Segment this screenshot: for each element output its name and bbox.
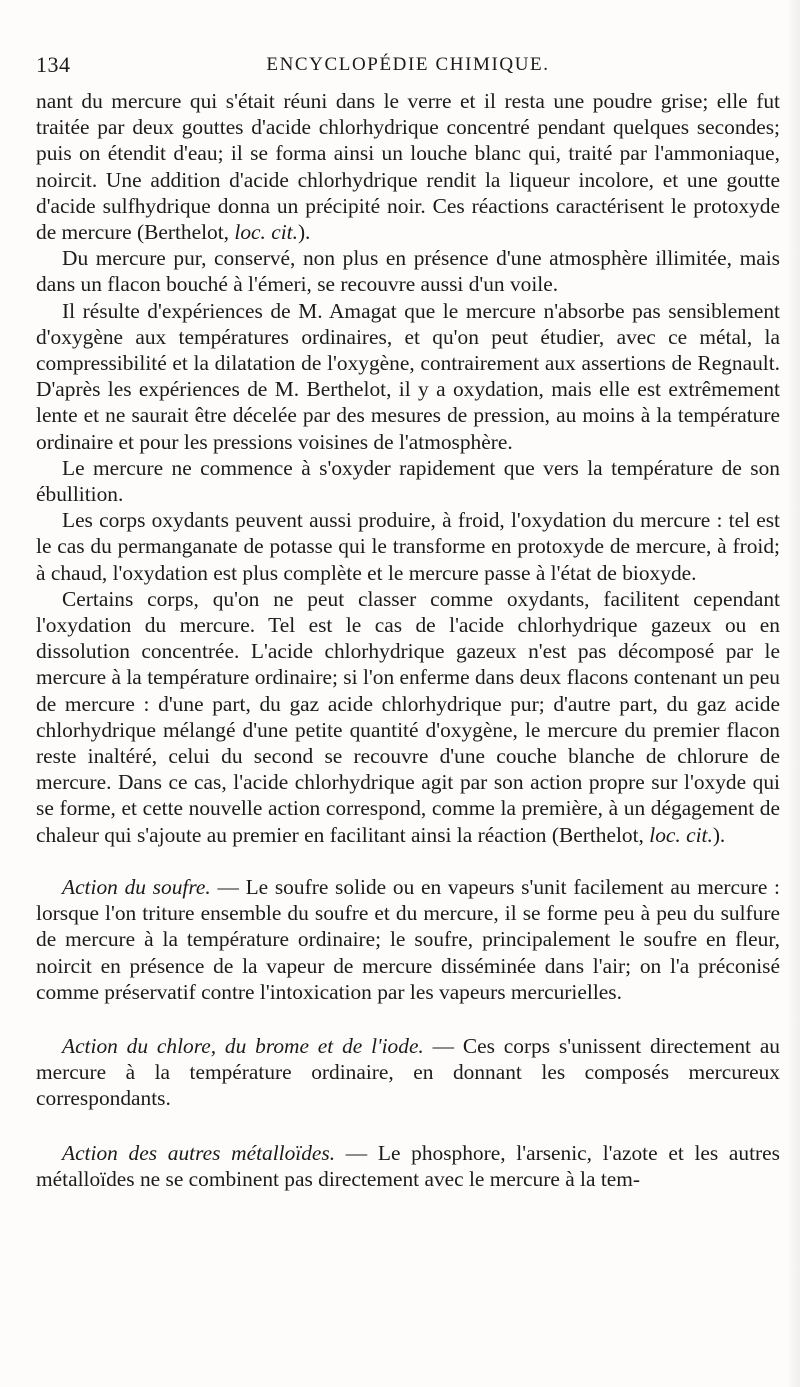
paragraph-text: — Ces corps s'unissent directement au mercure à la température ordinaire, en donnant les composés mercureux correspondants. (36, 1033, 781, 1111)
running-head: ENCYCLOPÉDIE CHIMIQUE. (266, 54, 550, 75)
citation-ref: loc. cit. (649, 822, 713, 847)
section-paragraph (36, 1140, 780, 1192)
paragraph-text: ). (297, 220, 311, 245)
paragraph-text: — Le phosphore, l'arsenic, l'azote et les autres métalloïdes ne se combinent pas directement avec le mercure à la tem- (36, 1140, 780, 1191)
paragraph-text: Certains corps, qu'on ne peut classer comme oxydants, facilitent cependant l'oxydation du mercure. Tel est le cas de l'acide chlorhydrique gazeux ou en dissolution concentrée. L'acide chlorhydrique gazeux n'est pas décomposé par le mercure à la température ordinaire; si l'on enferme dans deux flacons contenant un peu de mercure : d'une part, du gaz acide chlorhydrique pur; d'autre part, du gaz acide chlorhydrique mélangé d'une petite quantité d'oxygène, le mercure du premier flacon reste inaltéré, celui du second se recouvre d'une couche blanche de chlorure de mercure. Dans ce cas, l'acide chlorhydrique agit par son action propre sur l'oxyde qui se forme, et cette nouvelle action correspond, comme la première, à un dégagement de chaleur qui s'ajoute au premier en facilitant ainsi la réaction (Berthelot, (36, 586, 780, 847)
page-edge-shadow (786, 0, 800, 1387)
paragraph: Il résulte d'expériences de M. Amagat que le mercure n'absorbe pas sensiblement d'oxygène aux températures ordinaires, et qu'on peut étudier, avec ce métal, la compressibilité et la dilatation de l'oxygène, contrairement aux assertions de Regnault. D'après les expériences de M. Berthelot, il y a oxydation, mais elle est extrêmement lente et ne saurait être décelée par des mesures de pression, au moins à la température ordinaire et pour les pressions voisines de l'atmosphère. (36, 298, 780, 454)
paragraph-continuation (36, 88, 780, 245)
citation-ref: loc. cit. (234, 220, 298, 245)
section-paragraph (36, 874, 780, 1005)
page-header (36, 52, 780, 82)
paragraph: Le mercure ne commence à s'oxyder rapidement que vers la température de son ébullition. (36, 455, 780, 507)
paragraph: Les corps oxydants peuvent aussi produire, à froid, l'oxydation du mercure : tel est le cas du permanganate de potasse qui le transforme en protoxyde de mercure, à froid; à chaud, l'oxydation est plus complète et le mercure passe à l'état de bioxyde. (36, 508, 780, 585)
paragraph (36, 586, 780, 848)
paragraph-text: ). (712, 822, 726, 847)
page-number: 134 (36, 52, 71, 77)
paragraph: Du mercure pur, conservé, non plus en présence d'une atmosphère illimitée, mais dans un flacon bouché à l'émeri, se recouvre aussi d'un voile. (36, 246, 780, 297)
body-text (36, 88, 780, 1192)
section-heading: Action du chlore, du brome et de l'iode. (62, 1033, 424, 1058)
section-paragraph (36, 1033, 780, 1112)
section-heading: Action du soufre. (62, 874, 211, 899)
paragraph-text: — Le soufre solide ou en vapeurs s'unit facilement au mercure : lorsque l'on triture ensemble du soufre et du mercure, il se forme peu à peu du sulfure de mercure à la température ordinaire; le soufre, principalement le soufre en fleur, noircit en présence de la vapeur de mercure disséminée dans l'air; on l'a préconisé comme préservatif contre l'intoxication par les vapeurs mercurielles. (36, 874, 780, 1004)
section-heading: Action des autres métalloïdes. (62, 1140, 336, 1165)
paragraph-text: nant du mercure qui s'était réuni dans le verre et il resta une poudre grise; elle fut traitée par deux gouttes d'acide chlorhydrique concentré pendant quelques secondes; puis on étendit d'eau; il se forma ainsi un louche blanc qui, traité par l'ammoniaque, noircit. Une addition d'acide chlorhydrique rendit la liqueur incolore, et une goutte d'acide sulfhydrique donna un précipité noir. Ces réactions caractérisent le protoxyde de mercure (Berthelot, (36, 89, 780, 245)
